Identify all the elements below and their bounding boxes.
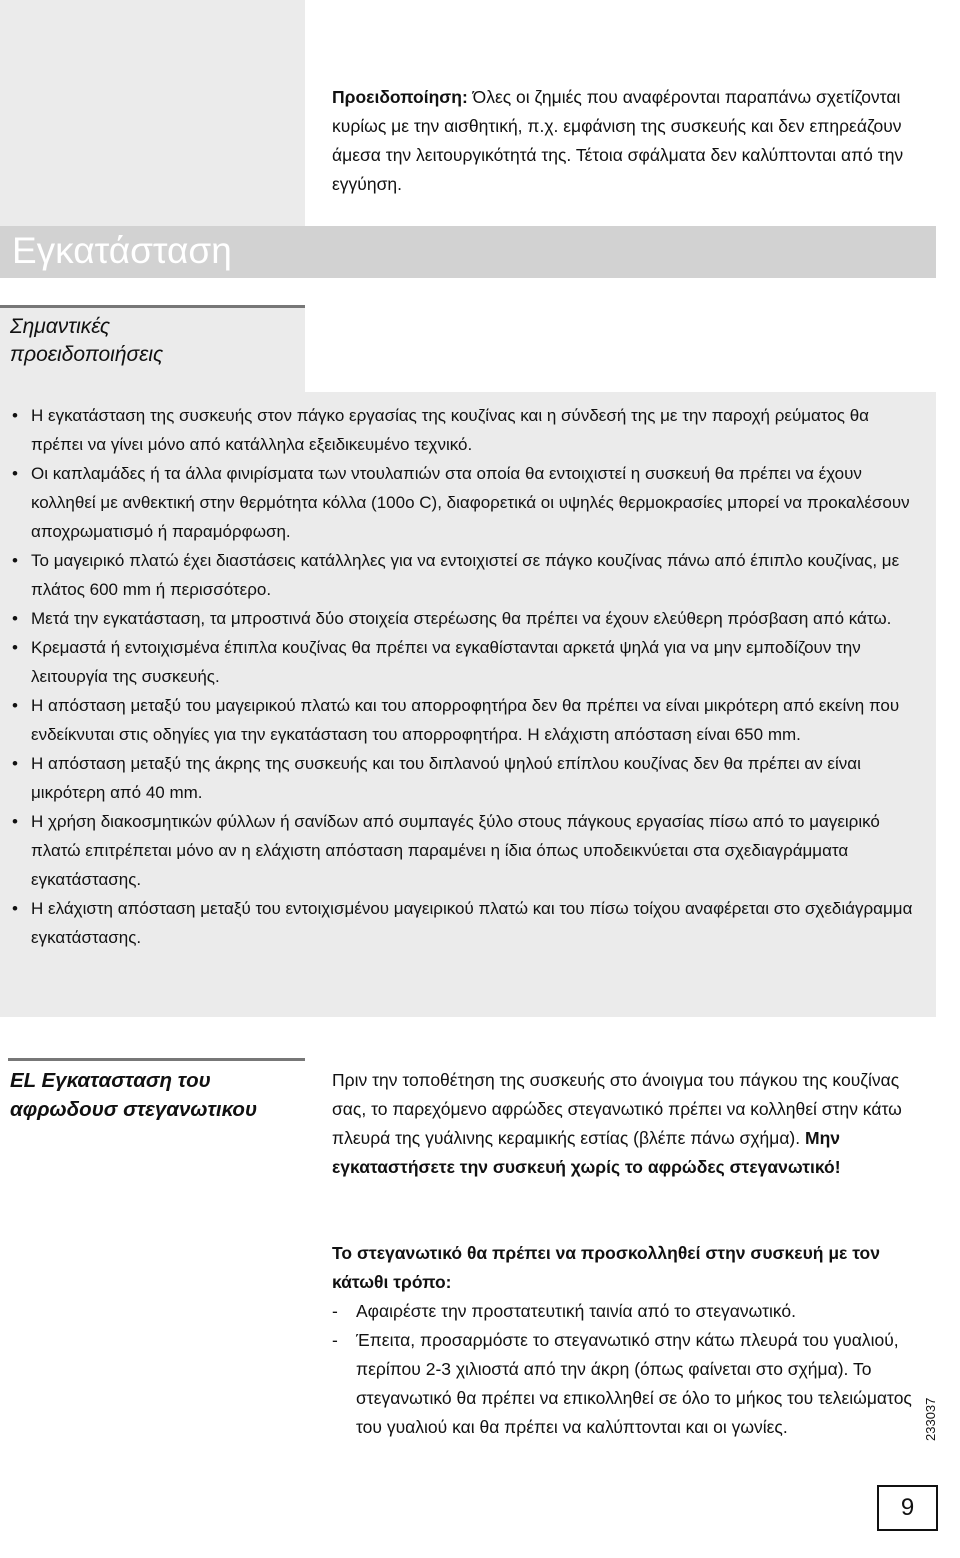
sidebar-shade [0,0,305,228]
page-number: 9 [877,1485,938,1531]
list-item: • Οι καπλαμάδες ή τα άλλα φινιρίσματα των ντουλαπιών στα οποία θα εντοιχιστεί η συσκευή θα πρέπει να έχουν κολληθεί με ανθεκτική στην θερμότητα κόλλα (100ο C), διαφορετικά οι υψηλές θερμοκρασίες μπορεί να προκαλέσουν αποχρωματισμό ή παραμόρφωση. [12,459,917,546]
foam-steps-heading: Το στεγανωτικό θα πρέπει να προσκολληθεί στην συσκευή με τον κάτωθι τρόπο: [332,1243,880,1292]
foam-seal-title: EL Εγκατασταση του αφρωδουσ στεγανωτικου [10,1069,258,1121]
warnings-list [12,401,917,952]
list-item: • Η απόσταση μεταξύ της άκρης της συσκευής και του διπλανού ψηλού επίπλου κουζίνας δεν θα πρέπει αν είναι μικρότερη από 40 mm. [12,749,917,807]
document-code: 233037 [923,1397,938,1441]
list-item: • Το μαγειρικό πλατώ έχει διαστάσεις κατάλληλες για να εντοιχιστεί σε πάγκο κουζίνας πάνω από έπιπλο κουζίνας, με πλάτος 600 mm ή περισσότερο. [12,546,917,604]
foam-intro-warning: Μην εγκαταστήσετε την συσκευή χωρίς το αφρώδες στεγανωτικό! [332,1128,841,1177]
list-item: - Έπειτα, προσαρμόστε το στεγανωτικό στην κάτω πλευρά του γυαλιού, περίπου 2-3 χιλιοστά από την άκρη (όπως φαίνεται στο σχήμα). Το στεγανωτικό θα πρέπει να επικολληθεί σε όλο το μήκος του τελειώματος του γυαλιού και θα πρέπει να καλύπτονται και οι γωνίες. [332,1326,932,1442]
foam-subsection-rule [8,1058,305,1061]
list-item: - Αφαιρέστε την προστατευτική ταινία από το στεγανωτικό. [332,1297,932,1326]
important-warnings-title: Σημαντικές προειδοποιήσεις [10,315,164,366]
foam-intro-text: Πριν την τοποθέτηση της συσκευής στο άνοιγμα του πάγκου της κουζίνας σας, το παρεχόμενο αφρώδες στεγανωτικό πρέπει να κολληθεί στην κάτω πλευρά της γυάλινης κεραμικής εστίας (βλέπε πάνω σχήμα). [332,1070,902,1148]
section-title: Εγκατάσταση [12,230,232,271]
warning-text: Όλες οι ζημιές που αναφέρονται παραπάνω σχετίζονται κυρίως με την αισθητική, π.χ. εμφάνιση της συσκευής και δεν επηρεάζουν άμεσα την λειτουργικότητά της. Τέτοια σφάλματα δεν καλύπτονται από την εγγύηση. [332,87,904,194]
warning-label: Προειδοποίηση: [332,87,468,107]
list-item: • Η εγκατάσταση της συσκευής στον πάγκο εργασίας της κουζίνας και η σύνδεσή της με την παροχή ρεύματος θα πρέπει να γίνει μόνο από κατάλληλα εξειδικευμένο τεχνικό. [12,401,917,459]
list-item: • Η ελάχιστη απόσταση μεταξύ του εντοιχισμένου μαγειρικού πλατώ και του πίσω τοίχου αναφέρεται στο σχεδιάγραμμα εγκατάστασης. [12,894,917,952]
foam-steps-list [332,1297,932,1442]
list-item: • Μετά την εγκατάσταση, τα μπροστινά δύο στοιχεία στερέωσης θα πρέπει να έχουν ελεύθερη πρόσβαση από κάτω. [12,604,917,633]
list-item: • Η απόσταση μεταξύ του μαγειρικού πλατώ και του απορροφητήρα δεν θα πρέπει να είναι μικρότερη από εκείνη που ενδείκνυται στις οδηγίες για την εγκατάσταση του απορροφητήρα. Η ελάχιστη απόσταση είναι 650 mm. [12,691,917,749]
foam-intro-paragraph [332,1066,932,1182]
warning-paragraph [332,83,942,199]
list-item: • Η χρήση διακοσμητικών φύλλων ή σανίδων από συμπαγές ξύλο στους πάγκους εργασίας πίσω από το μαγειρικό πλατώ επιτρέπεται μόνο αν η ελάχιστη απόσταση παραμένει η ίδια όπως υποδεικνύεται στα σχεδιαγράμματα εγκατάστασης. [12,807,917,894]
list-item: • Κρεμαστά ή εντοιχισμένα έπιπλα κουζίνας θα πρέπει να εγκαθίστανται αρκετά ψηλά για να μην εμποδίζουν την λειτουργία της συσκευής. [12,633,917,691]
